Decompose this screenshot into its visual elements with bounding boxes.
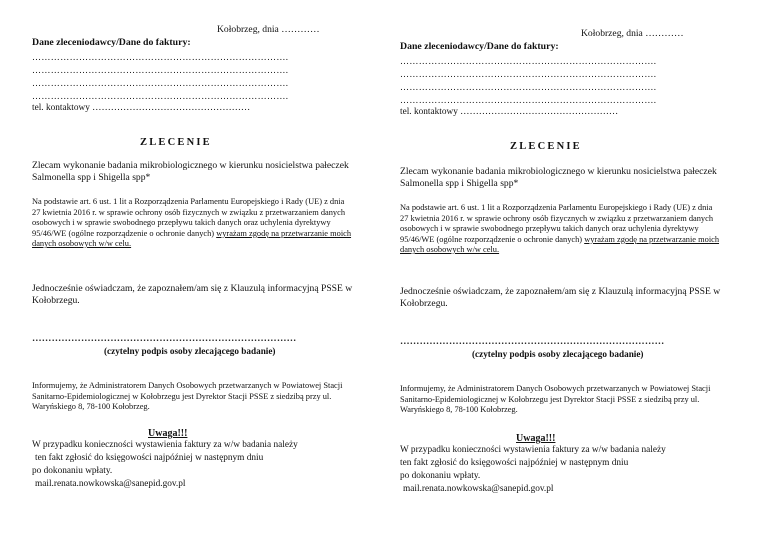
declaration-text: Jednocześnie oświadczam, że zapoznałem/am się z Klauzulą informacyjną PSSE w Kołobrzegu. (32, 283, 353, 306)
client-dots-line-2: ………………………………………………………………………. (400, 69, 657, 79)
gdpr-consent: wyrażam zgodę na przetwarzanie moich danych osobowych w/w celu. (400, 234, 720, 254)
signature-caption: (czytelny podpis osoby zlecającego badanie) (472, 349, 644, 359)
client-dots-line-3: ………………………………………………………………………. (400, 82, 657, 92)
gdpr-paragraph (400, 203, 720, 256)
order-text: Zlecam wykonanie badania mikrobiologicznego w kierunku nosicielstwa pałeczek Salmonella spp i Shigella spp* (400, 166, 717, 189)
client-header: Dane zleceniodawcy/Dane do faktury: (400, 41, 559, 52)
date-line: Kołobrzeg, dnia ………… (581, 28, 684, 39)
order-text: Zlecam wykonanie badania mikrobiologicznego w kierunku nosicielstwa pałeczek Salmonella spp i Shigella spp* (32, 160, 349, 183)
email-address: mail.renata.nowkowska@sanepid.gov.pl (35, 479, 186, 489)
signature-caption: (czytelny podpis osoby zlecającego badanie) (104, 346, 276, 356)
gdpr-paragraph (32, 197, 352, 250)
order-title: ZLECENIE (140, 137, 212, 148)
gdpr-text: Na podstawie art. 6 ust. 1 lit a Rozporządzenia Parlamentu Europejskiego i Rady (UE) z dnia 27 kwietnia 2016 r. w sprawie ochrony osób fizycznych w związku z przetwarzaniem danych osobowych i w sprawie swobodnego przepływu takich danych oraz uchylenia dyrektywy 95/46/WE (ogólne rozporządzenie o ochronie danych) (400, 203, 714, 244)
client-dots-line-1: ………………………………………………………………………. (32, 52, 289, 62)
phone-line: tel. kontaktowy …………………………………………… (400, 107, 619, 117)
phone-line: tel. kontaktowy …………………………………………… (32, 103, 251, 113)
client-dots-line-3: ………………………………………………………………………. (32, 78, 289, 88)
administrator-info: Informujemy, że Administratorem Danych Osobowych przetwarzanych w Powiatowej Stacji Sanitarno-Epidemiologicznej w Kołobrzegu jest Dyrektor Stacji PSSE z siedzibą przy ul. Waryńskiego 8, 78-100 Kołobrzeg. (32, 381, 343, 411)
warning-line-3: po dokonaniu wpłaty. (32, 466, 113, 476)
warning-title: Uwaga!!! (148, 428, 188, 439)
signature-line: ……………………………………………………………………… (32, 333, 297, 344)
warning-line-2: ten fakt zgłosić do księgowości najpóźniej w następnym dniu (35, 453, 264, 463)
warning-line-1: W przypadku konieczności wystawienia faktury za w/w badania należy (32, 440, 298, 450)
gdpr-text: Na podstawie art. 6 ust. 1 lit a Rozporządzenia Parlamentu Europejskiego i Rady (UE) z dnia 27 kwietnia 2016 r. w sprawie ochrony osób fizycznych w związku z przetwarzaniem danych osobowych i w sprawie swobodnego przepływu takich danych oraz uchylenia dyrektywy 95/46/WE (ogólne rozporządzenie o ochronie danych) (32, 197, 346, 238)
client-dots-line-2: ………………………………………………………………………. (32, 65, 289, 75)
client-dots-line-4: ………………………………………………………………………. (400, 95, 657, 105)
client-dots-line-4: ………………………………………………………………………. (32, 91, 289, 101)
warning-title: Uwaga!!! (516, 433, 556, 444)
client-header: Dane zleceniodawcy/Dane do faktury: (32, 37, 191, 48)
warning-line-3: po dokonaniu wpłaty. (400, 471, 481, 481)
administrator-info: Informujemy, że Administratorem Danych Osobowych przetwarzanych w Powiatowej Stacji Sanitarno-Epidemiologicznej w Kołobrzegu jest Dyrektor Stacji PSSE z siedzibą przy ul. Waryńskiego 8, 78-100 Kołobrzeg. (400, 384, 711, 414)
warning-line-1: W przypadku konieczności wystawienia faktury za w/w badania należy (400, 445, 666, 455)
signature-line: ……………………………………………………………………… (400, 336, 665, 347)
date-line: Kołobrzeg, dnia ………… (217, 24, 320, 35)
client-dots-line-1: ………………………………………………………………………. (400, 56, 657, 66)
order-title: ZLECENIE (510, 141, 582, 152)
warning-line-2: ten fakt zgłosić do księgowości najpóźniej w następnym dniu (400, 458, 629, 468)
gdpr-consent: wyrażam zgodę na przetwarzanie moich danych osobowych w/w celu. (32, 228, 352, 248)
declaration-text: Jednocześnie oświadczam, że zapoznałem/am się z Klauzulą informacyjną PSSE w Kołobrzegu. (400, 286, 721, 309)
email-address: mail.renata.nowkowska@sanepid.gov.pl (403, 484, 554, 494)
